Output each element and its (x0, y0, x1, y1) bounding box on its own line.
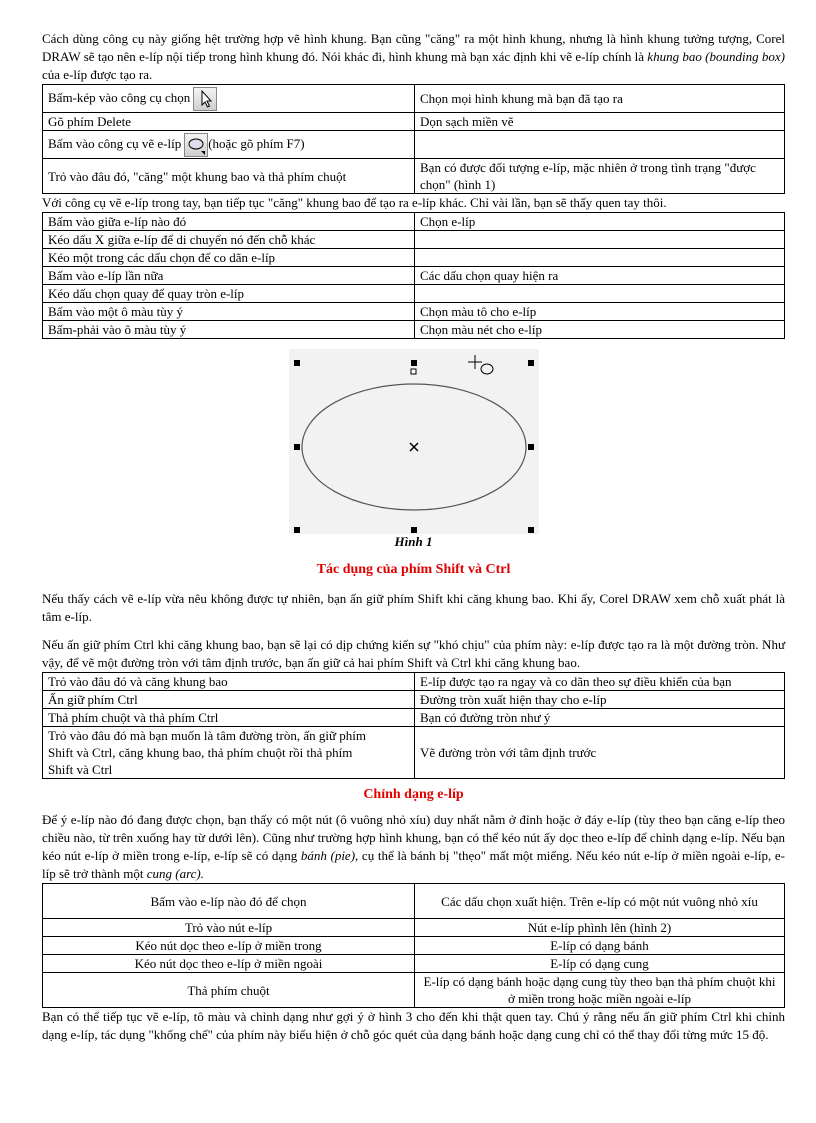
table-cell-result: E-líp có dạng cung (415, 955, 785, 973)
table-cell-action: Ấn giữ phím Ctrl (43, 691, 415, 709)
ellipse-node-handle (411, 369, 416, 374)
table-cell-result: Dọn sạch miền vẽ (415, 113, 785, 131)
section-title-shift-ctrl: Tác dụng của phím Shift và Ctrl (316, 562, 511, 577)
intro-paragraph: Cách dùng công cụ này giống hệt trường hợp vẽ hình khung. Bạn cũng "căng" ra một hình khung, nhưng là hình khung tưởng tượng, Corel DRAW sẽ tạo nên e-líp nội tiếp trong hình khung đó. Nói khác đi, hình khung mà bạn xác định khi vẽ e-líp chính là khung bao (bounding box) của e-líp được tạo ra. (42, 31, 785, 82)
table-row (43, 673, 785, 691)
table-cell-result (415, 285, 785, 303)
table-cell-action: Bấm vào e-líp nào đó để chọn (43, 884, 415, 919)
table-row (43, 285, 785, 303)
table-cell-result: Chọn e-líp (415, 213, 785, 231)
section2-paragraph-last: Bạn có thể tiếp tục vẽ e-líp, tô màu và chỉnh dạng như gợi ý ở hình 3 cho đến khi thật quen tay. Chú ý rằng nếu ấn giữ phím Ctrl khi chỉnh dạng e-líp, tác dụng "khống chế" của phím này biểu hiện ở chỗ góc quét của dạng bánh hoặc dạng cung chỉ có thể thay đổi từng mức 15 độ. (42, 1009, 785, 1042)
table-row (43, 113, 785, 131)
table-row (43, 709, 785, 727)
table-row (43, 213, 785, 231)
table-cell-action: Trỏ vào đâu đó, "căng" một khung bao và thả phím chuột (43, 159, 415, 194)
table-steps-2 (42, 212, 785, 339)
figure-1-ellipse-selected (289, 349, 539, 534)
table-cell-result: E-líp có dạng bánh hoặc dạng cung tùy theo bạn thả phím chuột khi ở miền trong hoặc miền ngoài e-líp (415, 973, 785, 1008)
table-cell-action: Bấm vào e-líp lần nữa (43, 267, 415, 285)
table-cell-action: Trỏ vào nút e-líp (43, 919, 415, 937)
table-cell-result: Chọn mọi hình khung mà bạn đã tạo ra (415, 85, 785, 113)
table-cell-action: Kéo dấu X giữa e-líp để di chuyển nó đến chỗ khác (43, 231, 415, 249)
table-cell-action: Thả phím chuột và thả phím Ctrl (43, 709, 415, 727)
table-cell-result: Các dấu chọn quay hiện ra (415, 267, 785, 285)
table-cell-action: Bấm vào một ô màu tùy ý (43, 303, 415, 321)
table-cell-result: Chọn màu nét cho e-líp (415, 321, 785, 339)
section2-paragraph-1: Để ý e-líp nào đó đang được chọn, bạn thấy có một nút (ô vuông nhỏ xíu) duy nhất nằm ở đỉnh hoặc ở đáy e-líp (tùy theo bạn căng e-líp theo chiều nào, từ trên xuống hay từ dưới lên). Cũng như trường hợp hình khung, bạn có thể kéo nút ấy dọc theo e-líp để chỉnh dạng e-líp. Nếu bạn kéo nút e-líp ở miền trong e-líp, e-líp sẽ có dạng bánh (pie), cụ thể là bánh bị "thẹo" mất một miếng. Nếu kéo nút e-líp ở miền ngoài e-líp, e-líp sẽ trở thành một cung (arc). (42, 812, 785, 881)
table-cell-action: Bấm vào công cụ vẽ e-líp (48, 135, 182, 151)
table-row (43, 249, 785, 267)
table-cell-action: Kéo dấu chọn quay để quay tròn e-líp (43, 285, 415, 303)
table-cell-action: Kéo một trong các dấu chọn để co dãn e-líp (43, 249, 415, 267)
table-steps-3 (42, 672, 785, 779)
table-cell-action: Bấm-kép vào công cụ chọn (48, 89, 191, 105)
table-row (43, 231, 785, 249)
table-cell-result (415, 131, 785, 159)
table-steps-4 (42, 883, 785, 1008)
figure-1-caption: Hình 1 (394, 534, 433, 549)
table-cell-result: Vẽ đường tròn với tâm định trước (415, 727, 785, 779)
ellipse-figure-illustration (289, 349, 539, 534)
table-cell-result (415, 231, 785, 249)
table-cell-result: E-líp có dạng bánh (415, 937, 785, 955)
table-cell-result (415, 249, 785, 267)
table-row (43, 159, 785, 194)
table-row (43, 973, 785, 1008)
intro-emphasis: khung bao (bounding box) (647, 49, 785, 64)
section1-paragraph-2: Nếu ấn giữ phím Ctrl khi căng khung bao, bạn sẽ lại có dịp chứng kiến sự "khó chịu" của phím này: e-líp được tạo ra là một đường tròn. Như vậy, để vẽ một đường tròn với tâm định trước, bạn ấn giữ cả hai phím Shift và Ctrl khi căng khung bao. (42, 637, 785, 670)
table-cell-action: Thả phím chuột (43, 973, 415, 1008)
document-page (42, 30, 785, 1044)
table-row (43, 919, 785, 937)
table-cell-result: Chọn màu tô cho e-líp (415, 303, 785, 321)
table-cell-action: Kéo nút dọc theo e-líp ở miền ngoài (43, 955, 415, 973)
table-steps-1 (42, 84, 785, 194)
table-row (43, 303, 785, 321)
table-cell-result: Bạn có được đối tượng e-líp, mặc nhiên ở trong tình trạng "được chọn" (hình 1) (415, 159, 785, 194)
table-row (43, 267, 785, 285)
table-row (43, 955, 785, 973)
table-cell-result: Bạn có đường tròn như ý (415, 709, 785, 727)
table-cell-action: Bấm vào giữa e-líp nào đó (43, 213, 415, 231)
table-row (43, 85, 785, 113)
table-cell-action: Bấm-phải vào ô màu tùy ý (43, 321, 415, 339)
table-row (43, 131, 785, 159)
table-row (43, 321, 785, 339)
table-cell-result: Các dấu chọn xuất hiện. Trên e-líp có một nút vuông nhỏ xíu (415, 884, 785, 919)
table-cell-action: Kéo nút dọc theo e-líp ở miền trong (43, 937, 415, 955)
ellipse-tool-icon (184, 133, 208, 157)
table-cell-result: E-líp được tạo ra ngay và co dãn theo sự điều khiển của bạn (415, 673, 785, 691)
table-cell-result: Đường tròn xuất hiện thay cho e-líp (415, 691, 785, 709)
pick-tool-icon (193, 87, 217, 111)
table-cell-result: Nút e-líp phình lên (hình 2) (415, 919, 785, 937)
table-cell-action: Trỏ vào đâu đó và căng khung bao (43, 673, 415, 691)
table-row (43, 691, 785, 709)
table-cell-action: Gõ phím Delete (43, 113, 415, 131)
table-row (43, 884, 785, 919)
table-row (43, 937, 785, 955)
table-cell-action: Trỏ vào đâu đó mà bạn muốn là tâm đường tròn, ấn giữ phím Shift và Ctrl, căng khung bao, thả phím chuột rồi thả phím Shift và Ctrl (43, 727, 415, 779)
section-title-ellipse-shaping: Chỉnh dạng e-líp (363, 787, 464, 802)
section1-paragraph-1: Nếu thấy cách vẽ e-líp vừa nêu không được tự nhiên, bạn ấn giữ phím Shift khi căng khung bao. Khi ấy, Corel DRAW xem chỗ xuất phát là tâm e-líp. (42, 591, 785, 624)
table-cell-action-suffix: (hoặc gõ phím F7) (208, 135, 305, 151)
table-row (43, 727, 785, 779)
paragraph-2: Với công cụ vẽ e-líp trong tay, bạn tiếp tục "căng" khung bao để tạo ra e-líp khác. Chỉ vài lần, bạn sẽ thấy quen tay thôi. (42, 195, 667, 210)
